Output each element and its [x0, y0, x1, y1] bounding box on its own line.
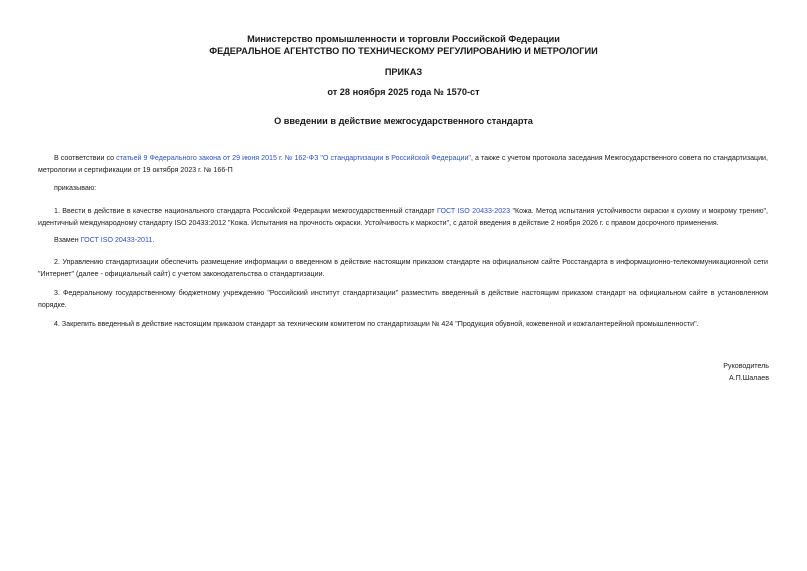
order-date-number: от 28 ноября 2025 года № 1570-ст — [327, 87, 480, 97]
paragraph-item-2: 2. Управлению стандартизации обеспечить размещение информации о введенном в действие настоящим приказом стандарте на официальном сайте Росстандарта в информационно-телекоммуникационной сети "Интернет" (далее - официальный сайт) с учетом законодательства о стандартизации. — [38, 258, 768, 278]
signatory-name: А.П.Шалаев — [728, 373, 769, 382]
preamble-suffix: , а также с учетом протокола заседания Межгосударственного совета по стандартизации, метрологии и сертификации от 19 октября 2023 г. № 166-П — [38, 154, 768, 174]
order-title: ПРИКАЗ — [384, 67, 423, 77]
old-standard-link[interactable]: ГОСТ ISO 20433-2011 — [80, 236, 153, 244]
paragraph-replacement — [38, 235, 768, 247]
paragraph-item-3: 3. Федеральному государственному бюджетному учреждению "Российский институт стандартизации" разместить введенный в действие настоящим приказом стандарт на официальном сайте в установленном порядке. — [38, 289, 768, 309]
item-1-prefix: 1. Ввести в действие в качестве национального стандарта Российской Федерации межгосударственный стандарт — [54, 207, 438, 215]
law-link[interactable]: статьей 9 Федерального закона от 29 июня 2015 г. № 162-ФЗ "О стандартизации в Российской Федерации" — [116, 154, 471, 162]
paragraph-item-4: 4. Закрепить введенный в действие настоящим приказом стандарт за техническим комитетом по стандартизации № 424 "Продукция обувной, кожевенной и кожгалантерейной промышленности". — [54, 320, 699, 328]
item-1-suffix: "Кожа. Метод испытания устойчивости окраски к сухому и мокрому трению", идентичный международному стандарту ISO 20433:2012 "Кожа. Испытания на прочность окраски. Устойчивость к маркости", с датой введения в действие 2 ноября 2026 г. с правом досрочного применения. — [38, 207, 769, 227]
order-subject: О введении в действие межгосударственного стандарта — [274, 116, 533, 126]
paragraph-preamble — [38, 153, 768, 176]
signatory-position: Руководитель — [723, 362, 769, 370]
ministry-name: Министерство промышленности и торговли Российской Федерации — [247, 34, 560, 44]
paragraph-order-word: приказываю: — [54, 184, 97, 192]
document-header — [0, 33, 807, 57]
agency-name: ФЕДЕРАЛЬНОЕ АГЕНТСТВО ПО ТЕХНИЧЕСКОМУ РЕГУЛИРОВАНИЮ И МЕТРОЛОГИИ — [209, 46, 598, 56]
preamble-prefix: В соответствии со — [54, 154, 117, 162]
replacement-suffix: . — [152, 236, 155, 244]
replacement-prefix: Взамен — [54, 236, 81, 244]
standard-link[interactable]: ГОСТ ISO 20433-2023 — [437, 207, 511, 215]
paragraph-item-1 — [38, 206, 768, 229]
signature-block — [723, 361, 769, 384]
